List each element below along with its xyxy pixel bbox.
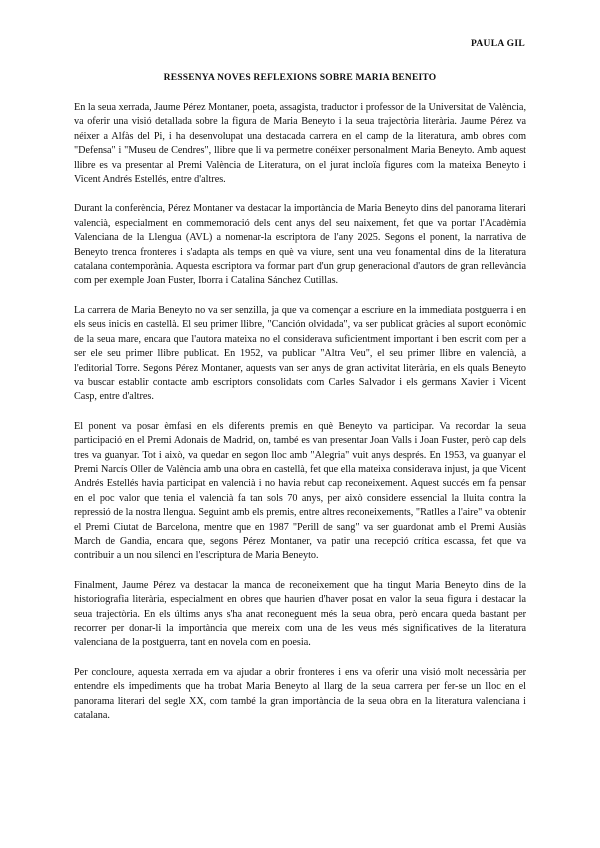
paragraph-4: El ponent va posar èmfasi en els diferents premis en què Beneyto va participar. Va recordar la seua participació en el Premi Adonais de Madrid, on, també es van presentar Joan Valls i Joan Fuster, però cap dels tres va guanyar. Tot i això, va quedar en segon lloc amb "Alegria" vuit anys després. En 1953, va guanyar el Premi Narcís Oller de València amb una obra en castellà, fet que ella mateixa considerava injust, ja que Vicent Andrés Estellés havia participat en valencià i no havia rebut cap reconeixement. Aquest succés em fa pensar en el poc valor que tenia el valencià fa tan sols 70 anys, per això considere essencial la lluita contra la repressió de la nostra llengua. Seguint amb els premis, entre altres reconeixements, "Ratlles a l'aire" va obtenir el Premi Ciutat de Barcelona, mentre que en 1987 "Perill de sang" va ser guardonat amb el Premi Ausiàs March de Gandia, encara que, segons Pérez Montaner, va patir una recepció crítica escassa, fet que va contribuir a un nou silenci en l'escriptura de Maria Beneyto. bbox=[74, 420, 526, 562]
author-name: PAULA GIL bbox=[471, 39, 525, 49]
document-body bbox=[74, 101, 526, 738]
paragraph-1: En la seua xerrada, Jaume Pérez Montaner, poeta, assagista, traductor i professor de la Universitat de València, va oferir una visió detallada sobre la figura de Maria Beneyto i la seua trajectòria literària. Jaume Pérez va néixer a Alfàs del Pi, i ha desenvolupat una destacada carrera en el camp de la literatura, amb obres com "Defensa" i "Museu de Cendres", llibre que li va permetre conéixer personalment Maria Beneyto. Amb aquest llibre es va presentar al Premi València de Literatura, on el jurat incloïa figures com la mateixa Beneyto i Vicent Andrés Estellés, entre d'altres. bbox=[74, 102, 526, 186]
paragraph-5: Finalment, Jaume Pérez va destacar la manca de reconeixement que ha tingut Maria Beneyto dins de la historiografia literària, especialment en obres que haurien d'haver posat en valor la seua figura i destacar la seua trajectòria. En els últims anys s'ha anat reconeguent més la seua obra, però encara queda bastant per recorrer per donar-li la importància que mereix com una de les veus més significatives de la literatura valenciana de la postguerra, tant en novela com en poesia. bbox=[74, 579, 526, 649]
paragraph-3: La carrera de Maria Beneyto no va ser senzilla, ja que va començar a escriure en la immediata postguerra i en els seus inicis en castellà. El seu primer llibre, "Canción olvidada", va ser publicat gràcies al suport econòmic de la seua mare, encara que l'autora mateixa no el considerava suficientment important i ben escrit com per a ser ele seu primer llibre publicat. En 1952, va publicar "Altra Veu", el seu primer llibre en valencià, a l'editorial Torre. Segons Pérez Montaner, aquests van ser anys de gran activitat literària, en els quals Beneyto va buscar establir contacte amb escriptors consolidats com Carles Salvador i els germans Xavier i Vicent Casp, entre d'altres. bbox=[74, 304, 526, 403]
paragraph-2: Durant la conferència, Pérez Montaner va destacar la importància de Maria Beneyto dins del panorama literari valencià, especialment en commemoració dels cent anys del seu naixement, fet que va portar l'Acadèmia Valenciana de la Llengua (AVL) a nomenar-la escriptora de l'any 2025. Segons el ponent, la narrativa de Beneyto trenca fronteres i s'adapta als temps en què va viure, sent una veu fonamental dins de la literatura catalana contemporània. Aquesta escriptora va formar part d'un grup generacional d'autors de gran rellevància com per exemple Joan Fuster, Iborra i Catalina Sánchez Cutillas. bbox=[74, 203, 526, 287]
paragraph-6: Per concloure, aquesta xerrada em va ajudar a obrir fronteres i ens va oferir una visió molt necessària per entendre els impediments que ha trobat Maria Beneyto al llarg de la seua carrera per fer-se un lloc en el panorama literari del segle XX, com també la gran importància de la seua obra en la literatura valenciana i catalana. bbox=[74, 666, 526, 722]
document-title: RESSENYA NOVES REFLEXIONS SOBRE MARIA BENEITO bbox=[163, 73, 437, 83]
